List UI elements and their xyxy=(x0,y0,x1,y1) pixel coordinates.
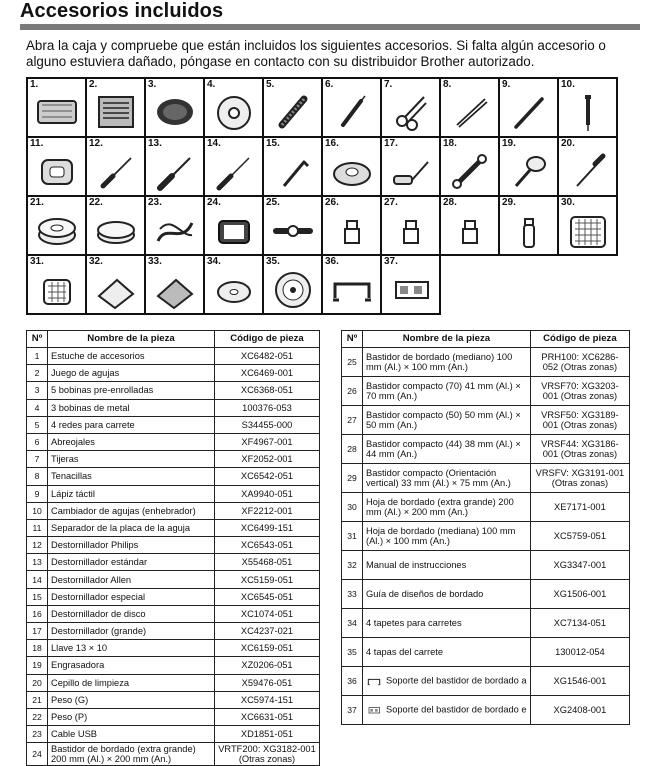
accessory-cell xyxy=(27,196,86,255)
col-header-code: Código de pieza xyxy=(530,331,629,348)
spool-net-icon xyxy=(270,91,316,133)
part-number: 34 xyxy=(342,609,363,638)
part-code: XG1506-001 xyxy=(530,580,629,609)
part-number: 12 xyxy=(27,537,48,554)
part-code: XC4237-021 xyxy=(214,623,319,640)
table-row xyxy=(27,640,320,657)
accessory-number: 18. xyxy=(443,138,457,149)
table-row xyxy=(27,588,320,605)
accessory-cell xyxy=(145,196,204,255)
part-code: XA9940-051 xyxy=(214,485,319,502)
table-row xyxy=(27,399,320,416)
table-row xyxy=(342,551,630,580)
spool-caps-icon xyxy=(270,268,316,310)
part-name: Destornillador Allen xyxy=(48,571,215,588)
table-row xyxy=(27,691,320,708)
table-row xyxy=(342,435,630,464)
parts-table-left xyxy=(26,330,320,766)
accessory-cell xyxy=(263,78,322,137)
part-name: Destornillador Philips xyxy=(48,537,215,554)
part-number: 13 xyxy=(27,554,48,571)
scissors-icon xyxy=(388,91,434,133)
accessory-number: 19. xyxy=(502,138,516,149)
part-code: XZ0206-051 xyxy=(214,657,319,674)
table-row xyxy=(27,537,320,554)
part-number: 1 xyxy=(27,348,48,365)
seam-ripper-icon xyxy=(329,91,375,133)
accessory-number: 30. xyxy=(561,197,575,208)
accessory-case-icon xyxy=(34,91,80,133)
accessory-cell xyxy=(204,78,263,137)
accessory-cell xyxy=(145,255,204,314)
accessory-cell xyxy=(145,137,204,196)
accessory-number: 8. xyxy=(443,79,452,90)
grid-row xyxy=(27,137,617,196)
accessory-number: 3. xyxy=(148,79,157,90)
accessory-cell xyxy=(322,196,381,255)
part-number: 2 xyxy=(27,365,48,382)
col-header-no: Nº xyxy=(342,331,363,348)
accessory-number: 23. xyxy=(148,197,162,208)
accessory-number: 24. xyxy=(207,197,221,208)
part-code: XC6499-151 xyxy=(214,519,319,536)
table-row xyxy=(342,406,630,435)
page-title: Accesorios incluidos xyxy=(20,0,224,22)
empty-cell xyxy=(440,255,499,314)
table-row xyxy=(342,493,630,522)
part-name-text: Soporte del bastidor de bordado e xyxy=(386,704,527,715)
empty-cell xyxy=(558,255,617,314)
part-code: S34455-000 xyxy=(214,416,319,433)
part-name: 4 redes para carrete xyxy=(48,416,215,433)
part-number: 31 xyxy=(342,522,363,551)
accessory-cell xyxy=(322,137,381,196)
part-number: 8 xyxy=(27,468,48,485)
part-name: Peso (G) xyxy=(48,691,215,708)
accessory-cell xyxy=(322,78,381,137)
part-name: Juego de agujas xyxy=(48,365,215,382)
table-row xyxy=(27,451,320,468)
accessory-cell xyxy=(204,137,263,196)
part-name: Destornillador (grande) xyxy=(48,623,215,640)
part-code: XC6482-051 xyxy=(214,348,319,365)
table-row xyxy=(27,605,320,622)
accessory-number: 10. xyxy=(561,79,575,90)
table-row xyxy=(27,657,320,674)
accessory-cell xyxy=(204,196,263,255)
part-number: 5 xyxy=(27,416,48,433)
accessory-cell xyxy=(558,78,617,137)
part-code: VRTF200: XG3182-001 (Otras zonas) xyxy=(214,743,319,766)
accessory-number: 33. xyxy=(148,256,162,267)
accessory-cell xyxy=(381,137,440,196)
accessory-cell xyxy=(86,137,145,196)
compact-frame-44-icon xyxy=(447,209,493,251)
table-row xyxy=(27,502,320,519)
part-number: 10 xyxy=(27,502,48,519)
cleaning-brush-icon xyxy=(565,150,611,192)
accessory-number: 28. xyxy=(443,197,457,208)
spool-mats-icon xyxy=(211,268,257,310)
accessory-cell xyxy=(558,196,617,255)
part-number: 19 xyxy=(27,657,48,674)
oiler-icon xyxy=(506,150,552,192)
part-code: 130012-054 xyxy=(530,638,629,667)
part-number: 15 xyxy=(27,588,48,605)
table-row xyxy=(27,623,320,640)
accessory-number: 36. xyxy=(325,256,339,267)
accessory-number: 5. xyxy=(266,79,275,90)
part-name: 4 tapas del carrete xyxy=(363,638,531,667)
part-name: Estuche de accesorios xyxy=(48,348,215,365)
accessory-number: 17. xyxy=(384,138,398,149)
usb-cable-icon xyxy=(152,209,198,251)
part-code: XD1851-051 xyxy=(214,726,319,743)
part-name: Destornillador especial xyxy=(48,588,215,605)
compact-frame-70-icon xyxy=(329,209,375,251)
phillips-screwdriver-icon xyxy=(93,150,139,192)
part-number: 30 xyxy=(342,493,363,522)
part-number: 18 xyxy=(27,640,48,657)
part-number: 6 xyxy=(27,433,48,450)
accessory-number: 29. xyxy=(502,197,516,208)
part-code: XG2408-001 xyxy=(530,696,629,725)
allen-screwdriver-icon xyxy=(211,150,257,192)
part-code: VRSF50: XG3189-001 (Otras zonas) xyxy=(530,406,629,435)
weight-large-icon xyxy=(34,209,80,251)
part-number: 7 xyxy=(27,451,48,468)
accessory-cell xyxy=(499,137,558,196)
part-code: XC1074-051 xyxy=(214,605,319,622)
part-name: Tijeras xyxy=(48,451,215,468)
accessory-number: 31. xyxy=(30,256,44,267)
table-row xyxy=(342,609,630,638)
part-code: PRH100: XC6286-052 (Otras zonas) xyxy=(530,348,629,377)
accessory-cell xyxy=(322,255,381,314)
frame-holder-e-icon xyxy=(388,268,434,310)
part-code: XC6543-051 xyxy=(214,537,319,554)
part-code: XC6159-051 xyxy=(214,640,319,657)
accessory-cell xyxy=(27,78,86,137)
table-row xyxy=(27,708,320,725)
grid-row xyxy=(27,78,617,137)
part-number: 14 xyxy=(27,571,48,588)
accessory-cell xyxy=(27,137,86,196)
accessory-cell xyxy=(145,78,204,137)
accessory-number: 26. xyxy=(325,197,339,208)
part-name: Peso (P) xyxy=(48,708,215,725)
table-row xyxy=(342,464,630,493)
accessory-number: 16. xyxy=(325,138,339,149)
part-name: Engrasadora xyxy=(48,657,215,674)
compact-frame-vertical-icon xyxy=(506,209,552,251)
accessory-number: 35. xyxy=(266,256,280,267)
accessory-number: 15. xyxy=(266,138,280,149)
table-row xyxy=(342,696,630,725)
table-row xyxy=(27,416,320,433)
part-code: X55468-051 xyxy=(214,554,319,571)
part-number: 35 xyxy=(342,638,363,667)
part-name: Bastidor de bordado (extra grande) 200 mm (Al.) × 200 mm (An.) xyxy=(48,743,215,766)
table-row xyxy=(27,519,320,536)
table-row xyxy=(27,485,320,502)
empty-cell xyxy=(499,255,558,314)
table-row xyxy=(342,580,630,609)
part-number: 20 xyxy=(27,674,48,691)
part-number: 17 xyxy=(27,623,48,640)
table-row xyxy=(27,468,320,485)
needle-plate-separator-icon xyxy=(34,150,80,192)
frame-holder-a-icon xyxy=(366,674,382,688)
embroidery-frame-medium-icon xyxy=(270,209,316,251)
frame-holder-a-icon xyxy=(329,268,375,310)
part-number: 36 xyxy=(342,667,363,696)
prewound-bobbins-icon xyxy=(152,91,198,133)
intro-text: Abra la caja y compruebe que están incluidos los siguientes accesorios. Si falta algún accesorio o alguno estuviera dañado, póngase en contacto con su distribuidor Brother autorizado. xyxy=(26,38,606,69)
part-code: XF2212-001 xyxy=(214,502,319,519)
accessory-cell xyxy=(86,255,145,314)
col-header-name: Nombre de la pieza xyxy=(363,331,531,348)
part-name: 5 bobinas pre-enrolladas xyxy=(48,382,215,399)
part-name: Bastidor compacto (50) 50 mm (Al.) × 50 mm (An.) xyxy=(363,406,531,435)
accessory-cell xyxy=(263,196,322,255)
table-row xyxy=(27,726,320,743)
part-name: Destornillador de disco xyxy=(48,605,215,622)
touch-pen-icon xyxy=(506,91,552,133)
col-header-no: Nº xyxy=(27,331,48,348)
accessory-number: 21. xyxy=(30,197,44,208)
table-row xyxy=(27,365,320,382)
table-row xyxy=(27,348,320,365)
part-number: 4 xyxy=(27,399,48,416)
accessory-number: 12. xyxy=(89,138,103,149)
part-name: Bastidor de bordado (mediano) 100 mm (Al.) × 100 mm (An.) xyxy=(363,348,531,377)
part-name: 3 bobinas de metal xyxy=(48,399,215,416)
accessory-number: 37. xyxy=(384,256,398,267)
accessory-cell xyxy=(27,255,86,314)
part-number: 16 xyxy=(27,605,48,622)
metal-bobbins-icon xyxy=(211,91,257,133)
part-name: 4 tapetes para carretes xyxy=(363,609,531,638)
table-row xyxy=(342,638,630,667)
part-name: Cepillo de limpieza xyxy=(48,674,215,691)
accessory-number: 14. xyxy=(207,138,221,149)
part-name: Tenacillas xyxy=(48,468,215,485)
accessory-number: 11. xyxy=(30,138,44,149)
accessory-cell xyxy=(86,78,145,137)
embroidery-sheet-xl-icon xyxy=(565,209,611,251)
part-number: 27 xyxy=(342,406,363,435)
part-code: XE7171-001 xyxy=(530,493,629,522)
part-number: 23 xyxy=(27,726,48,743)
accessory-cell xyxy=(499,196,558,255)
accessory-number: 20. xyxy=(561,138,575,149)
part-name: Bastidor compacto (44) 38 mm (Al.) × 44 mm (An.) xyxy=(363,435,531,464)
needle-set-icon xyxy=(93,91,139,133)
accessory-cell xyxy=(381,78,440,137)
accessory-number: 22. xyxy=(89,197,103,208)
large-screwdriver-icon xyxy=(388,150,434,192)
parts-table-right xyxy=(341,330,630,725)
part-code: XC6545-051 xyxy=(214,588,319,605)
part-name: Abreojales xyxy=(48,433,215,450)
grid-row xyxy=(27,255,617,314)
embroidery-frame-xl-icon xyxy=(211,209,257,251)
part-number: 22 xyxy=(27,708,48,725)
part-code: XC5974-151 xyxy=(214,691,319,708)
accessory-cell xyxy=(86,196,145,255)
part-number: 3 xyxy=(27,382,48,399)
part-number: 33 xyxy=(342,580,363,609)
part-name: Hoja de bordado (mediana) 100 mm (Al.) × 100 mm (An.) xyxy=(363,522,531,551)
accessory-number: 32. xyxy=(89,256,103,267)
part-name: Llave 13 × 10 xyxy=(48,640,215,657)
part-number: 21 xyxy=(27,691,48,708)
part-name: Lápiz táctil xyxy=(48,485,215,502)
part-code: XC5159-051 xyxy=(214,571,319,588)
table-row xyxy=(342,377,630,406)
table-row xyxy=(27,743,320,766)
accessory-grid xyxy=(26,77,618,315)
accessory-cell xyxy=(381,255,440,314)
part-number: 29 xyxy=(342,464,363,493)
part-code: XC6469-001 xyxy=(214,365,319,382)
needle-changer-icon xyxy=(565,91,611,133)
wrench-icon xyxy=(447,150,493,192)
part-code: XC6368-051 xyxy=(214,382,319,399)
part-code: XC5759-051 xyxy=(530,522,629,551)
part-name: Bastidor compacto (70) 41 mm (Al.) × 70 mm (An.) xyxy=(363,377,531,406)
part-name: Separador de la placa de la aguja xyxy=(48,519,215,536)
part-number: 25 xyxy=(342,348,363,377)
part-name xyxy=(363,667,531,696)
compact-frame-50-icon xyxy=(388,209,434,251)
accessory-cell xyxy=(381,196,440,255)
accessory-cell xyxy=(440,196,499,255)
part-name-text: Soporte del bastidor de bordado a xyxy=(386,675,527,686)
part-number: 32 xyxy=(342,551,363,580)
accessory-number: 7. xyxy=(384,79,393,90)
accessory-cell xyxy=(558,137,617,196)
table-row xyxy=(27,554,320,571)
part-code: XG1546-001 xyxy=(530,667,629,696)
accessory-number: 9. xyxy=(502,79,511,90)
part-code: XG3347-001 xyxy=(530,551,629,580)
part-number: 9 xyxy=(27,485,48,502)
table-row xyxy=(27,674,320,691)
part-name: Bastidor compacto (Orientación vertical) 33 mm (Al.) × 75 mm (An.) xyxy=(363,464,531,493)
accessory-number: 1. xyxy=(30,79,39,90)
table-row xyxy=(27,433,320,450)
accessory-cell xyxy=(263,255,322,314)
accessory-number: 4. xyxy=(207,79,216,90)
accessory-number: 2. xyxy=(89,79,98,90)
part-code: VRSF44: XG3186-001 (Otras zonas) xyxy=(530,435,629,464)
grid-row xyxy=(27,196,617,255)
design-guide-icon xyxy=(152,268,198,310)
weight-small-icon xyxy=(93,209,139,251)
title-underline xyxy=(20,24,640,30)
part-name: Manual de instrucciones xyxy=(363,551,531,580)
accessory-number: 34. xyxy=(207,256,221,267)
part-code: XC7134-051 xyxy=(530,609,629,638)
part-name xyxy=(363,696,531,725)
part-code: XF2052-001 xyxy=(214,451,319,468)
part-name: Cable USB xyxy=(48,726,215,743)
part-name: Hoja de bordado (extra grande) 200 mm (Al.) × 200 mm (An.) xyxy=(363,493,531,522)
table-row xyxy=(27,382,320,399)
part-number: 26 xyxy=(342,377,363,406)
col-header-name: Nombre de la pieza xyxy=(48,331,215,348)
embroidery-sheet-medium-icon xyxy=(34,268,80,310)
part-number: 37 xyxy=(342,696,363,725)
accessory-cell xyxy=(204,255,263,314)
part-name: Guía de diseños de bordado xyxy=(363,580,531,609)
accessory-cell xyxy=(440,78,499,137)
part-number: 11 xyxy=(27,519,48,536)
part-code: VRSFV: XG3191-001 (Otras zonas) xyxy=(530,464,629,493)
table-row xyxy=(342,667,630,696)
col-header-code: Código de pieza xyxy=(214,331,319,348)
table-row xyxy=(27,571,320,588)
instruction-manual-icon xyxy=(93,268,139,310)
part-code: 100376-053 xyxy=(214,399,319,416)
accessory-cell xyxy=(263,137,322,196)
table-row xyxy=(342,348,630,377)
accessory-number: 6. xyxy=(325,79,334,90)
accessory-number: 13. xyxy=(148,138,162,149)
part-name: Destornillador estándar xyxy=(48,554,215,571)
part-number: 24 xyxy=(27,743,48,766)
tweezers-icon xyxy=(447,91,493,133)
special-screwdriver-icon xyxy=(270,150,316,192)
accessory-number: 25. xyxy=(266,197,280,208)
part-code: XC6542-051 xyxy=(214,468,319,485)
accessory-number: 27. xyxy=(384,197,398,208)
accessory-cell xyxy=(499,78,558,137)
part-code: XC6631-051 xyxy=(214,708,319,725)
disc-screwdriver-icon xyxy=(329,150,375,192)
part-code: VRSF70: XG3203-001 (Otras zonas) xyxy=(530,377,629,406)
part-number: 28 xyxy=(342,435,363,464)
accessory-cell xyxy=(440,137,499,196)
part-code: XF4967-001 xyxy=(214,433,319,450)
part-code: X59476-051 xyxy=(214,674,319,691)
standard-screwdriver-icon xyxy=(152,150,198,192)
part-name: Cambiador de agujas (enhebrador) xyxy=(48,502,215,519)
table-row xyxy=(342,522,630,551)
frame-holder-e-icon xyxy=(366,703,382,717)
